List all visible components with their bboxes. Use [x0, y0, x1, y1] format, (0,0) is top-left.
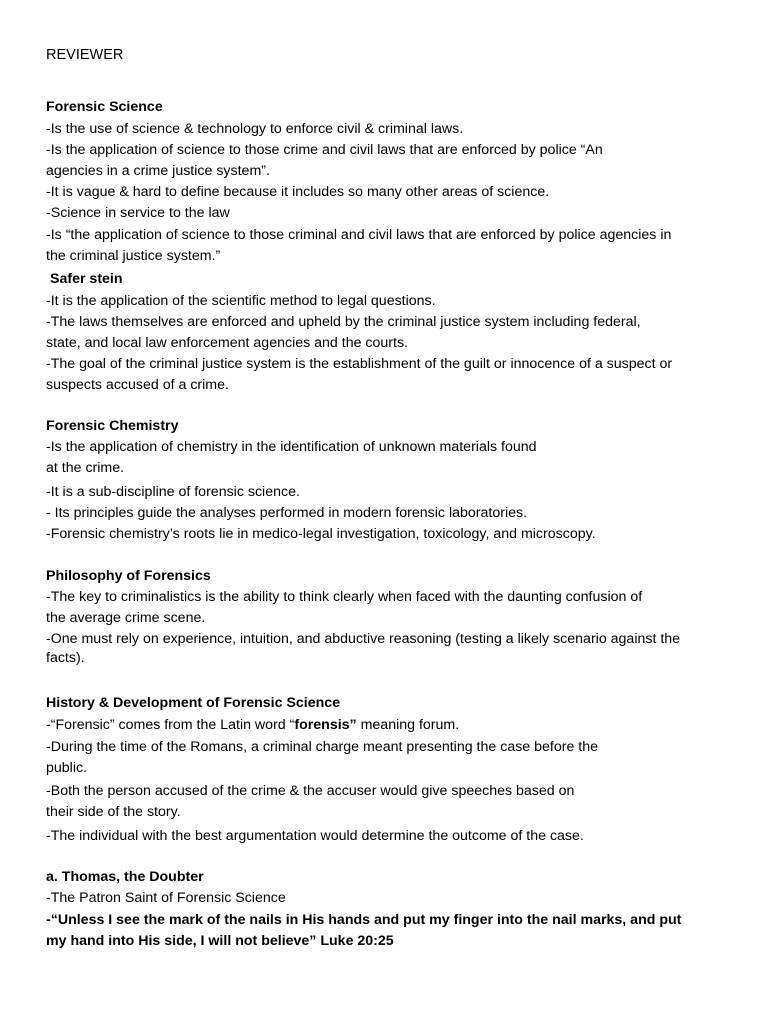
paragraph-line: -It is vague & hard to define because it includes so many other areas of science.	[46, 184, 550, 200]
paragraph-line: -The laws themselves are enforced and upheld by the criminal justice system including federal,	[46, 314, 641, 330]
paragraph-line: -Both the person accused of the crime & the accuser would give speeches based on	[46, 783, 575, 799]
paragraph-line: -Science in service to the law	[46, 205, 230, 221]
text-run: -“Forensic” comes from the Latin word “	[46, 717, 295, 733]
paragraph-line: - Its principles guide the analyses performed in modern forensic laboratories.	[46, 505, 528, 521]
paragraph-line: -It is a sub-discipline of forensic science.	[46, 484, 300, 500]
section-heading-forensic-science: Forensic Science	[46, 99, 163, 115]
quote-line: -“Unless I see the mark of the nails in His hands and put my finger into the nail marks, and put	[46, 912, 682, 928]
paragraph-line: -The goal of the criminal justice system is the establishment of the guilt or innocence of a suspect or	[46, 356, 673, 372]
paragraph-line: -The key to criminalistics is the ability to think clearly when faced with the daunting confusion of	[46, 589, 643, 605]
paragraph-line-forensis	[46, 716, 459, 734]
paragraph-line: public.	[46, 760, 88, 776]
paragraph-line: -One must rely on experience, intuition, and abductive reasoning (testing a likely scenario against the	[46, 631, 681, 647]
paragraph-line: -It is the application of the scientific method to legal questions.	[46, 293, 436, 309]
section-heading-forensic-chemistry: Forensic Chemistry	[46, 418, 179, 434]
document-title: REVIEWER	[46, 47, 124, 63]
section-heading-history: History & Development of Forensic Science	[46, 695, 341, 711]
paragraph-line: -Is the use of science & technology to enforce civil & criminal laws.	[46, 121, 464, 137]
paragraph-line: -Is the application of science to those crime and civil laws that are enforced by police “An	[46, 142, 603, 158]
paragraph-line: -The Patron Saint of Forensic Science	[46, 890, 286, 906]
paragraph-line: suspects accused of a crime.	[46, 377, 229, 393]
quote-line: my hand into His side, I will not believe” Luke 20:25	[46, 933, 394, 949]
paragraph-line: state, and local law enforcement agencies and the courts.	[46, 335, 408, 351]
paragraph-line: -Is “the application of science to those criminal and civil laws that are enforced by police agencies in	[46, 227, 672, 243]
paragraph-line: the criminal justice system.”	[46, 248, 221, 264]
paragraph-line: their side of the story.	[46, 804, 181, 820]
paragraph-line: agencies in a crime justice system”.	[46, 163, 270, 179]
paragraph-line: at the crime.	[46, 460, 125, 476]
section-heading-safer-stein: Safer stein	[50, 271, 123, 287]
term-forensis: forensis”	[294, 717, 357, 733]
paragraph-line: the average crime scene.	[46, 610, 206, 626]
paragraph-line: -Forensic chemistry’s roots lie in medico-legal investigation, toxicology, and microscopy.	[46, 526, 596, 542]
paragraph-line: facts).	[46, 650, 85, 666]
paragraph-line: -During the time of the Romans, a criminal charge meant presenting the case before the	[46, 739, 599, 755]
section-heading-philosophy: Philosophy of Forensics	[46, 568, 211, 584]
text-run: meaning forum.	[356, 717, 460, 733]
section-heading-thomas: a. Thomas, the Doubter	[46, 869, 204, 885]
paragraph-line: -Is the application of chemistry in the identification of unknown materials found	[46, 439, 537, 455]
paragraph-line: -The individual with the best argumentation would determine the outcome of the case.	[46, 828, 584, 844]
